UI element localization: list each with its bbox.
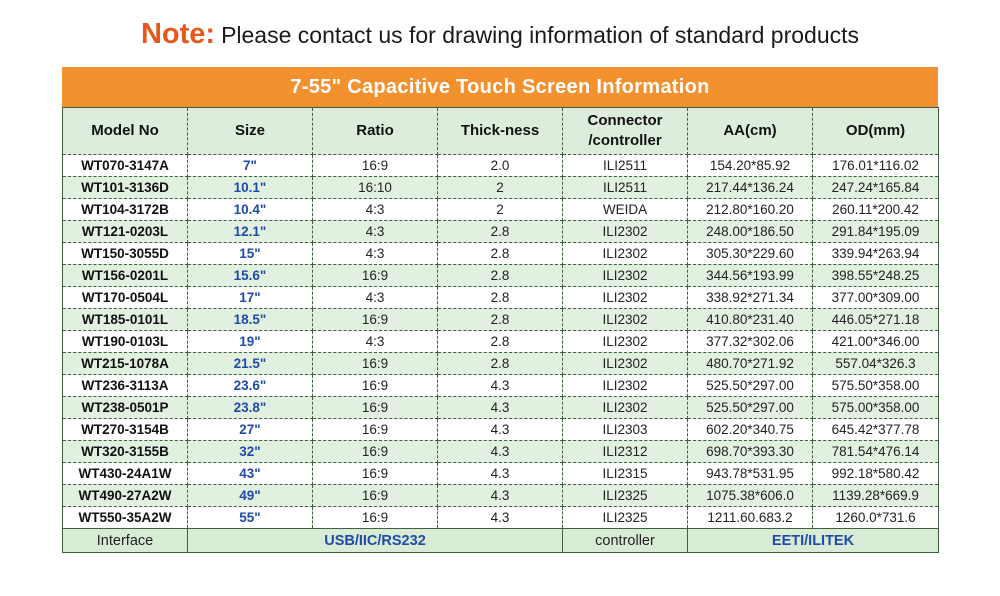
controller-value: EETI/ILITEK [688,529,939,553]
cell-thickness: 4.3 [438,441,563,463]
cell-aa: 943.78*531.95 [688,463,813,485]
cell-thickness: 4.3 [438,507,563,529]
cell-connector: ILI2302 [563,287,688,309]
footer-row [63,529,939,553]
cell-ratio: 16:10 [313,177,438,199]
cell-model: WT101-3136D [63,177,188,199]
cell-od: 176.01*116.02 [813,155,939,177]
table-row [63,155,939,177]
cell-model: WT236-3113A [63,375,188,397]
cell-ratio: 16:9 [313,507,438,529]
cell-size: 17" [188,287,313,309]
cell-od: 781.54*476.14 [813,441,939,463]
cell-connector: ILI2325 [563,507,688,529]
cell-connector: ILI2302 [563,331,688,353]
cell-od: 398.55*248.25 [813,265,939,287]
table-row [63,309,939,331]
cell-ratio: 16:9 [313,155,438,177]
table-row [63,243,939,265]
cell-od: 260.11*200.42 [813,199,939,221]
table-row [63,441,939,463]
table-title: 7-55" Capacitive Touch Screen Information [62,67,938,107]
cell-aa: 212.80*160.20 [688,199,813,221]
cell-ratio: 16:9 [313,485,438,507]
cell-size: 7" [188,155,313,177]
cell-aa: 698.70*393.30 [688,441,813,463]
cell-model: WT238-0501P [63,397,188,419]
interface-label: Interface [63,529,188,553]
cell-aa: 305.30*229.60 [688,243,813,265]
cell-od: 446.05*271.18 [813,309,939,331]
table-row [63,221,939,243]
spec-table [62,107,939,553]
cell-aa: 525.50*297.00 [688,375,813,397]
note-label: Note: [140,18,216,50]
cell-od: 1139.28*669.9 [813,485,939,507]
cell-ratio: 16:9 [313,397,438,419]
cell-thickness: 2.8 [438,287,563,309]
table-row [63,177,939,199]
cell-size: 32" [188,441,313,463]
cell-model: WT185-0101L [63,309,188,331]
cell-connector: ILI2325 [563,485,688,507]
cell-model: WT320-3155B [63,441,188,463]
cell-thickness: 4.3 [438,375,563,397]
cell-connector: ILI2303 [563,419,688,441]
cell-od: 575.00*358.00 [813,397,939,419]
table-row [63,397,939,419]
cell-ratio: 16:9 [313,309,438,331]
cell-aa: 525.50*297.00 [688,397,813,419]
header-model: Model No [63,108,188,155]
cell-ratio: 16:9 [313,265,438,287]
cell-thickness: 2.0 [438,155,563,177]
cell-model: WT156-0201L [63,265,188,287]
cell-od: 557.04*326.3 [813,353,939,375]
cell-model: WT070-3147A [63,155,188,177]
cell-ratio: 16:9 [313,419,438,441]
cell-thickness: 2.8 [438,243,563,265]
spec-table-container [62,67,938,553]
cell-thickness: 2 [438,199,563,221]
table-row [63,265,939,287]
cell-thickness: 4.3 [438,485,563,507]
cell-connector: ILI2302 [563,353,688,375]
cell-model: WT150-3055D [63,243,188,265]
note-text: Please contact us for drawing information of standard products [221,22,860,48]
cell-size: 19" [188,331,313,353]
cell-od: 1260.0*731.6 [813,507,939,529]
header-row [63,108,939,155]
header-connector-line1: Connector [587,112,663,129]
cell-od: 992.18*580.42 [813,463,939,485]
cell-connector: ILI2302 [563,309,688,331]
cell-thickness: 2.8 [438,309,563,331]
cell-aa: 154.20*85.92 [688,155,813,177]
header-connector-line2: /controller [588,132,662,149]
cell-od: 421.00*346.00 [813,331,939,353]
cell-connector: ILI2302 [563,397,688,419]
cell-connector: ILI2302 [563,221,688,243]
cell-od: 377.00*309.00 [813,287,939,309]
cell-thickness: 2 [438,177,563,199]
cell-aa: 410.80*231.40 [688,309,813,331]
controller-label: controller [563,529,688,553]
cell-model: WT104-3172B [63,199,188,221]
header-ratio: Ratio [313,108,438,155]
cell-ratio: 4:3 [313,221,438,243]
table-row [63,287,939,309]
cell-model: WT490-27A2W [63,485,188,507]
cell-od: 645.42*377.78 [813,419,939,441]
cell-size: 23.8" [188,397,313,419]
cell-connector: ILI2315 [563,463,688,485]
cell-ratio: 4:3 [313,287,438,309]
cell-model: WT190-0103L [63,331,188,353]
cell-aa: 338.92*271.34 [688,287,813,309]
cell-thickness: 4.3 [438,463,563,485]
cell-thickness: 2.8 [438,265,563,287]
cell-size: 15" [188,243,313,265]
table-row [63,485,939,507]
cell-size: 10.4" [188,199,313,221]
cell-aa: 344.56*193.99 [688,265,813,287]
cell-connector: ILI2511 [563,177,688,199]
cell-thickness: 2.8 [438,331,563,353]
cell-aa: 1211.60.683.2 [688,507,813,529]
cell-size: 12.1" [188,221,313,243]
cell-ratio: 16:9 [313,353,438,375]
cell-thickness: 2.8 [438,221,563,243]
cell-aa: 248.00*186.50 [688,221,813,243]
cell-size: 49" [188,485,313,507]
cell-aa: 377.32*302.06 [688,331,813,353]
cell-connector: ILI2302 [563,243,688,265]
cell-size: 27" [188,419,313,441]
cell-ratio: 4:3 [313,331,438,353]
cell-aa: 217.44*136.24 [688,177,813,199]
table-row [63,353,939,375]
header-size: Size [188,108,313,155]
cell-size: 18.5" [188,309,313,331]
cell-thickness: 4.3 [438,397,563,419]
cell-model: WT170-0504L [63,287,188,309]
cell-model: WT550-35A2W [63,507,188,529]
cell-od: 575.50*358.00 [813,375,939,397]
table-row [63,331,939,353]
cell-ratio: 16:9 [313,441,438,463]
cell-model: WT215-1078A [63,353,188,375]
table-row [63,463,939,485]
header-aa: AA(cm) [688,108,813,155]
cell-aa: 1075.38*606.0 [688,485,813,507]
header-thickness: Thick-ness [438,108,563,155]
cell-connector: ILI2511 [563,155,688,177]
table-row [63,199,939,221]
header-connector [563,108,688,155]
interface-value: USB/IIC/RS232 [188,529,563,553]
cell-connector: ILI2312 [563,441,688,463]
cell-od: 291.84*195.09 [813,221,939,243]
cell-model: WT121-0203L [63,221,188,243]
table-row [63,419,939,441]
cell-ratio: 16:9 [313,463,438,485]
cell-od: 247.24*165.84 [813,177,939,199]
note-line [0,18,1000,51]
header-od: OD(mm) [813,108,939,155]
cell-size: 10.1" [188,177,313,199]
cell-size: 23.6" [188,375,313,397]
cell-size: 55" [188,507,313,529]
cell-model: WT430-24A1W [63,463,188,485]
cell-connector: ILI2302 [563,265,688,287]
cell-size: 15.6" [188,265,313,287]
cell-size: 43" [188,463,313,485]
table-row [63,507,939,529]
cell-od: 339.94*263.94 [813,243,939,265]
cell-model: WT270-3154B [63,419,188,441]
cell-size: 21.5" [188,353,313,375]
cell-ratio: 4:3 [313,199,438,221]
cell-connector: ILI2302 [563,375,688,397]
cell-ratio: 16:9 [313,375,438,397]
cell-aa: 480.70*271.92 [688,353,813,375]
cell-thickness: 4.3 [438,419,563,441]
cell-thickness: 2.8 [438,353,563,375]
cell-aa: 602.20*340.75 [688,419,813,441]
cell-ratio: 4:3 [313,243,438,265]
table-row [63,375,939,397]
cell-connector: WEIDA [563,199,688,221]
